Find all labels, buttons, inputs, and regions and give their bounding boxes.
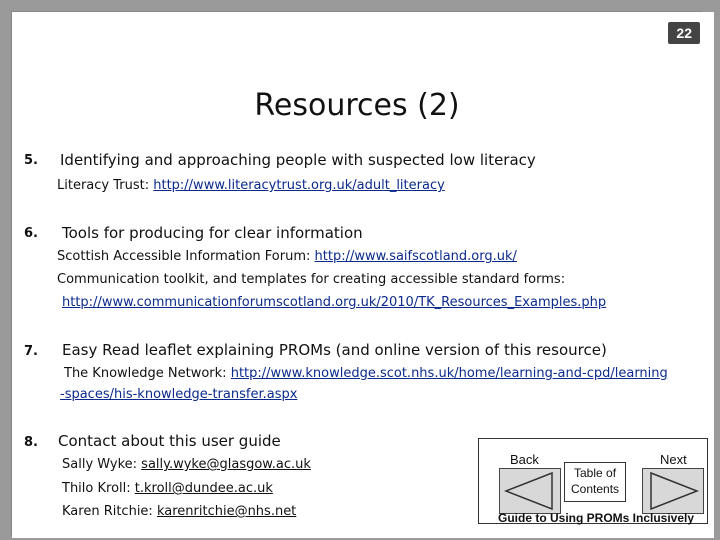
thilo-email-link[interactable]: t.kroll@dundee.ac.uk: [134, 481, 273, 496]
saif-link[interactable]: http://www.saifscotland.org.uk/: [314, 249, 517, 264]
section-7-number: 7.: [24, 344, 38, 359]
page-number: 22: [668, 22, 700, 44]
section-6-line-1: [57, 249, 517, 264]
slide: [12, 12, 714, 538]
toc-label-line1: Table of: [574, 466, 617, 480]
triangle-right-icon: [643, 469, 703, 513]
knowledge-network-link-cont[interactable]: -spaces/his-knowledge-transfer.aspx: [60, 387, 298, 402]
section-5-line-1: [57, 178, 445, 193]
line-prefix: Literacy Trust:: [57, 178, 154, 193]
section-6-line-3: [62, 295, 606, 310]
communication-forum-link[interactable]: http://www.communicationforumscotland.org.uk/2010/TK_Resources_Examples.php: [62, 295, 607, 310]
section-6-heading: Tools for producing for clear information: [62, 224, 363, 242]
knowledge-network-link[interactable]: http://www.knowledge.scot.nhs.uk/home/learning-and-cpd/learning: [230, 366, 668, 381]
section-6-line-2: [57, 272, 565, 287]
contact-name: Karen Ritchie:: [62, 504, 157, 519]
back-label: Back: [510, 452, 539, 467]
toc-label-line2: Contents: [571, 482, 620, 496]
line-prefix: Communication toolkit, and templates for creating accessible standard forms:: [57, 272, 566, 287]
guide-footer-label: Guide to Using PROMs Inclusively: [498, 511, 695, 525]
section-5-heading: Identifying and approaching people with suspected low literacy: [60, 151, 536, 169]
contact-karen: [62, 504, 296, 519]
slide-title: Resources (2): [254, 88, 460, 123]
line-prefix: Scottish Accessible Information Forum:: [57, 249, 315, 264]
contact-thilo: [62, 481, 273, 496]
literacy-trust-link[interactable]: http://www.literacytrust.org.uk/adult_literacy: [153, 178, 445, 193]
contact-name: Thilo Kroll:: [62, 481, 135, 496]
section-5-number: 5.: [24, 153, 38, 168]
contact-sally: [62, 457, 311, 472]
table-of-contents-button[interactable]: [564, 462, 626, 502]
back-button[interactable]: [499, 468, 561, 514]
section-8-number: 8.: [24, 435, 38, 450]
next-label: Next: [660, 452, 687, 467]
section-7-line-2: [60, 387, 297, 402]
karen-email-link[interactable]: karenritchie@nhs.net: [156, 504, 297, 519]
contact-name: Sally Wyke:: [62, 457, 142, 472]
next-button[interactable]: [642, 468, 704, 514]
section-8-heading: Contact about this user guide: [58, 432, 281, 450]
section-7-line-1: [64, 366, 668, 381]
section-7-heading: Easy Read leaflet explaining PROMs (and online version of this resource): [62, 341, 607, 359]
section-6-number: 6.: [24, 226, 38, 241]
sally-email-link[interactable]: sally.wyke@glasgow.ac.uk: [141, 457, 311, 472]
line-prefix: The Knowledge Network:: [64, 366, 231, 381]
triangle-left-icon: [500, 469, 560, 513]
